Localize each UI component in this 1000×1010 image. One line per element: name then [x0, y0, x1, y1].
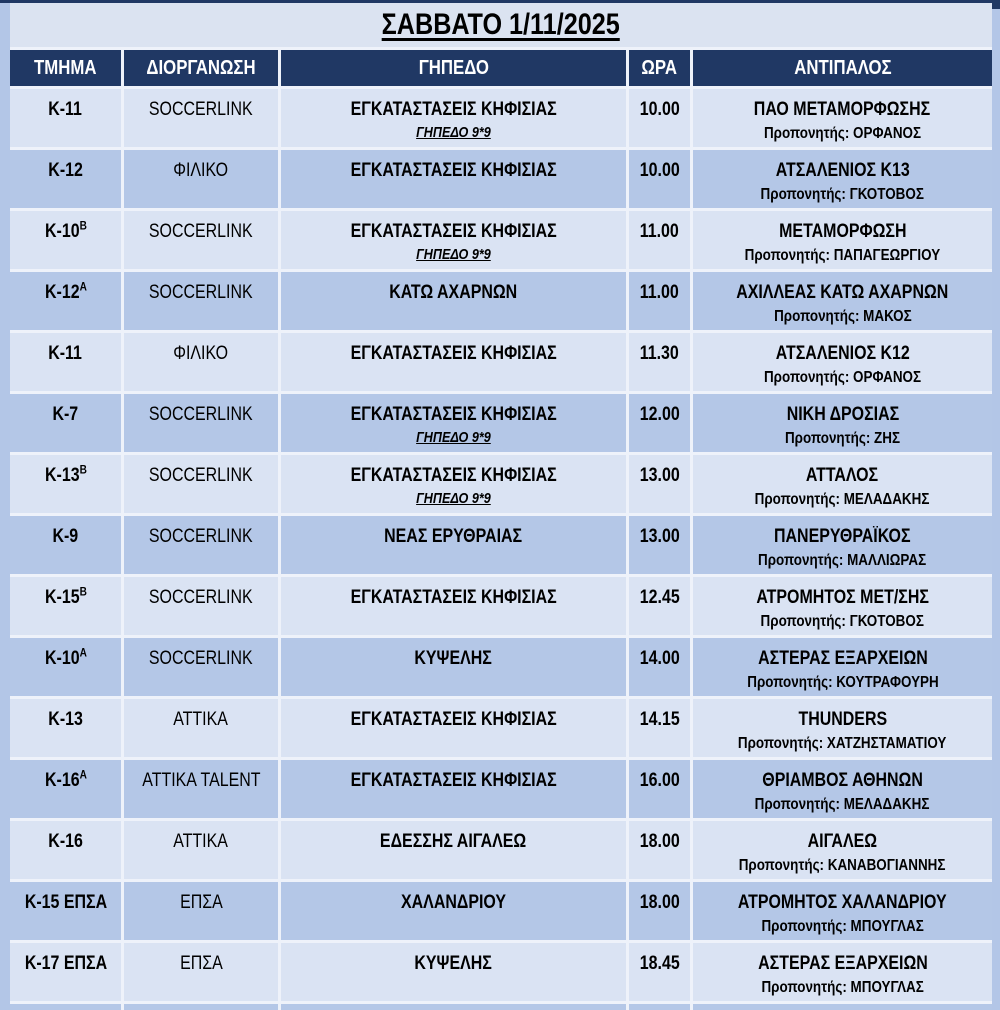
match-row: [10, 699, 992, 760]
team-cell: $K-13^B$: [10, 455, 124, 516]
opponent-cell: [693, 333, 992, 394]
coach-line: Προπονητής: ΜΑΛΛΙΩΡΑΣ: [758, 552, 927, 569]
competition-cell: SOCCERLINK: [124, 638, 281, 699]
team-cell: K-12: [10, 150, 124, 211]
coach-line: Προπονητής: ΜΑΚΟΣ: [773, 308, 912, 325]
venue-cell: ΕΓΚΑΤΑΣΤΑΣΕΙΣ ΚΗΦΙΣΙΑΣ ΓΗΠΕΔΟ 9*9: [281, 455, 629, 516]
team-cell: K-17 ΕΠΣΑ: [10, 943, 124, 1004]
coach-line: Προπονητής: ΠΑΠΑΓΕΩΡΓΙΟΥ: [744, 247, 941, 264]
match-row: [10, 333, 992, 394]
coach-line: Προπονητής: ΚΟΥΤΡΑΦΟΥΡΗ: [746, 674, 939, 691]
match-row: [10, 821, 992, 882]
time-cell: 12.00: [629, 394, 693, 455]
opponent-cell: [693, 89, 992, 150]
match-row: [10, 394, 992, 455]
time-cell: 18.45: [629, 943, 693, 1004]
time-cell: 13.00: [629, 455, 693, 516]
team-cell: K-11: [10, 89, 124, 150]
coach-line: Προπονητής: ΧΑΤΖΗΣΤΑΜΑΤΙΟΥ: [738, 735, 947, 752]
competition-cell: ΑΤΤΙΚΑ: [124, 699, 281, 760]
venue-cell: ΚΥΨΕΛΗΣ: [281, 943, 629, 1004]
match-row: [10, 211, 992, 272]
time-cell: 14.15: [629, 699, 693, 760]
match-row: [10, 516, 992, 577]
time-cell: 10.00: [629, 89, 693, 150]
opponent-name: ΑΤΣΑΛΕΝΙΟΣ Κ12: [775, 343, 910, 364]
opponent-name: ΑΙΓΑΛΕΩ: [807, 831, 878, 852]
venue-note: ΓΗΠΕΔΟ 9*9: [416, 246, 491, 263]
schedule-table: [10, 47, 992, 1004]
coach-line: Προπονητής: ΓΚΟΤΟΒΟΣ: [760, 613, 925, 630]
opponent-cell: [693, 577, 992, 638]
opponent-name: ΑΤΣΑΛΕΝΙΟΣ Κ13: [775, 160, 910, 181]
header-row: [10, 47, 992, 89]
team-cell: K-7: [10, 394, 124, 455]
time-cell: 12.45: [629, 577, 693, 638]
competition-cell: ΑΤΤΙΚΑ TALENT: [124, 760, 281, 821]
competition-cell: SOCCERLINK: [124, 516, 281, 577]
team-suffix: B: [79, 584, 87, 599]
col-header-diorganosi: ΔΙΟΡΓΑΝΩΣΗ: [124, 47, 281, 89]
competition-cell: ΕΠΣΑ: [124, 882, 281, 943]
venue-cell: ΕΓΚΑΤΑΣΤΑΣΕΙΣ ΚΗΦΙΣΙΑΣ ΓΗΠΕΔΟ 9*9: [281, 211, 629, 272]
competition-cell: SOCCERLINK: [124, 89, 281, 150]
opponent-name: ΑΣΤΕΡΑΣ ΕΞΑΡΧΕΙΩΝ: [757, 648, 928, 669]
opponent-name: ΜΕΤΑΜΟΡΦΩΣΗ: [778, 221, 907, 242]
time-cell: 13.00: [629, 516, 693, 577]
opponent-name: ΑΣΤΕΡΑΣ ΕΞΑΡΧΕΙΩΝ: [757, 953, 928, 974]
col-header-antipalos: ΑΝΤΙΠΑΛΟΣ: [693, 47, 992, 89]
col-header-gipedo: ΓΗΠΕΔΟ: [281, 47, 629, 89]
venue-cell: ΕΓΚΑΤΑΣΤΑΣΕΙΣ ΚΗΦΙΣΙΑΣ: [281, 760, 629, 821]
opponent-cell: [693, 211, 992, 272]
team-cell: $K-12^A$: [10, 272, 124, 333]
team-cell: K-16: [10, 821, 124, 882]
time-cell: 11.30: [629, 333, 693, 394]
coach-line: Προπονητής: ΜΠΟΥΓΛΑΣ: [761, 979, 924, 996]
team-cell: K-9: [10, 516, 124, 577]
opponent-cell: [693, 821, 992, 882]
competition-cell: SOCCERLINK: [124, 394, 281, 455]
time-cell: 11.00: [629, 211, 693, 272]
time-cell: 10.00: [629, 150, 693, 211]
team-cell: K-11: [10, 333, 124, 394]
team-cell: K-13: [10, 699, 124, 760]
venue-cell: ΕΓΚΑΤΑΣΤΑΣΕΙΣ ΚΗΦΙΣΙΑΣ ΓΗΠΕΔΟ 9*9: [281, 89, 629, 150]
title-band: [10, 3, 992, 47]
match-row: [10, 943, 992, 1004]
competition-cell: ΦΙΛΙΚΟ: [124, 333, 281, 394]
opponent-name: ΑΤΤΑΛΟΣ: [806, 465, 879, 486]
opponent-cell: [693, 516, 992, 577]
competition-cell: SOCCERLINK: [124, 455, 281, 516]
opponent-name: ΑΤΡΟΜΗΤΟΣ ΜΕΤ/ΣΗΣ: [756, 587, 929, 608]
competition-cell: ΦΙΛΙΚΟ: [124, 150, 281, 211]
team-suffix: B: [79, 462, 87, 477]
coach-line: Προπονητής: ΚΑΝΑΒΟΓΙΑΝΝΗΣ: [739, 857, 946, 874]
venue-note: ΓΗΠΕΔΟ 9*9: [416, 124, 491, 141]
match-row: [10, 455, 992, 516]
venue-cell: ΝΕΑΣ ΕΡΥΘΡΑΙΑΣ: [281, 516, 629, 577]
venue-cell: ΕΓΚΑΤΑΣΤΑΣΕΙΣ ΚΗΦΙΣΙΑΣ: [281, 333, 629, 394]
coach-line: Προπονητής: ΖΗΣ: [784, 430, 901, 447]
match-row: [10, 272, 992, 333]
venue-cell: ΕΓΚΑΤΑΣΤΑΣΕΙΣ ΚΗΦΙΣΙΑΣ: [281, 577, 629, 638]
schedule-sheet: [10, 3, 992, 1010]
time-cell: 16.00: [629, 760, 693, 821]
match-row: [10, 638, 992, 699]
venue-cell: ΕΔΕΣΣΗΣ ΑΙΓΑΛΕΩ: [281, 821, 629, 882]
venue-cell: ΚΥΨΕΛΗΣ: [281, 638, 629, 699]
coach-line: Προπονητής: ΟΡΦΑΝΟΣ: [763, 369, 922, 386]
next-row-sliver: [10, 1004, 992, 1010]
venue-cell: ΕΓΚΑΤΑΣΤΑΣΕΙΣ ΚΗΦΙΣΙΑΣ: [281, 699, 629, 760]
opponent-cell: [693, 760, 992, 821]
opponent-name: ΝΙΚΗ ΔΡΟΣΙΑΣ: [786, 404, 899, 425]
venue-cell: ΕΓΚΑΤΑΣΤΑΣΕΙΣ ΚΗΦΙΣΙΑΣ ΓΗΠΕΔΟ 9*9: [281, 394, 629, 455]
team-suffix: B: [79, 218, 87, 233]
opponent-name: ΑΤΡΟΜΗΤΟΣ ΧΑΛΑΝΔΡΙΟΥ: [738, 892, 947, 913]
competition-cell: ΕΠΣΑ: [124, 943, 281, 1004]
team-cell: $K-10^A$: [10, 638, 124, 699]
venue-cell: ΕΓΚΑΤΑΣΤΑΣΕΙΣ ΚΗΦΙΣΙΑΣ: [281, 150, 629, 211]
opponent-name: ΑΧΙΛΛΕΑΣ ΚΑΤΩ ΑΧΑΡΝΩΝ: [736, 282, 949, 303]
team-suffix: A: [79, 279, 87, 294]
coach-line: Προπονητής: ΜΠΟΥΓΛΑΣ: [761, 918, 924, 935]
opponent-name: ΠΑΝΕΡΥΘΡΑΪΚΟΣ: [774, 526, 911, 547]
time-cell: 18.00: [629, 882, 693, 943]
match-row: [10, 760, 992, 821]
competition-cell: SOCCERLINK: [124, 211, 281, 272]
opponent-name: THUNDERS: [798, 709, 887, 730]
match-row: [10, 89, 992, 150]
coach-line: Προπονητής: ΓΚΟΤΟΒΟΣ: [760, 186, 925, 203]
venue-cell: ΧΑΛΑΝΔΡΙΟΥ: [281, 882, 629, 943]
venue-note: ΓΗΠΕΔΟ 9*9: [416, 429, 491, 446]
coach-line: Προπονητής: ΟΡΦΑΝΟΣ: [763, 125, 922, 142]
team-cell: K-15 ΕΠΣΑ: [10, 882, 124, 943]
coach-line: Προπονητής: ΜΕΛΑΔΑΚΗΣ: [755, 491, 930, 508]
col-header-ora: ΩΡΑ: [629, 47, 693, 89]
time-cell: 18.00: [629, 821, 693, 882]
time-cell: 11.00: [629, 272, 693, 333]
competition-cell: SOCCERLINK: [124, 577, 281, 638]
competition-cell: SOCCERLINK: [124, 272, 281, 333]
match-row: [10, 882, 992, 943]
match-row: [10, 577, 992, 638]
team-cell: $K-10^B$: [10, 211, 124, 272]
opponent-cell: [693, 882, 992, 943]
top-right-corner-block: [992, 0, 1000, 9]
opponent-cell: [693, 638, 992, 699]
opponent-cell: [693, 394, 992, 455]
team-suffix: A: [79, 645, 87, 660]
coach-line: Προπονητής: ΜΕΛΑΔΑΚΗΣ: [755, 796, 930, 813]
opponent-name: ΠΑΟ ΜΕΤΑΜΟΡΦΩΣΗΣ: [754, 99, 931, 120]
team-cell: $K-16^A$: [10, 760, 124, 821]
opponent-cell: [693, 699, 992, 760]
col-header-tmima: ΤΜΗΜΑ: [10, 47, 124, 89]
match-row: [10, 150, 992, 211]
opponent-name: ΘΡΙΑΜΒΟΣ ΑΘΗΝΩΝ: [762, 770, 923, 791]
venue-cell: ΚΑΤΩ ΑΧΑΡΝΩΝ: [281, 272, 629, 333]
opponent-cell: [693, 943, 992, 1004]
competition-cell: ΑΤΤΙΚΑ: [124, 821, 281, 882]
opponent-cell: [693, 272, 992, 333]
team-cell: $K-15^B$: [10, 577, 124, 638]
opponent-cell: [693, 455, 992, 516]
venue-note: ΓΗΠΕΔΟ 9*9: [416, 490, 491, 507]
opponent-cell: [693, 150, 992, 211]
team-suffix: A: [79, 767, 87, 782]
time-cell: 14.00: [629, 638, 693, 699]
page-title: ΣΑΒΒΑΤΟ 1/11/2025: [381, 8, 621, 41]
